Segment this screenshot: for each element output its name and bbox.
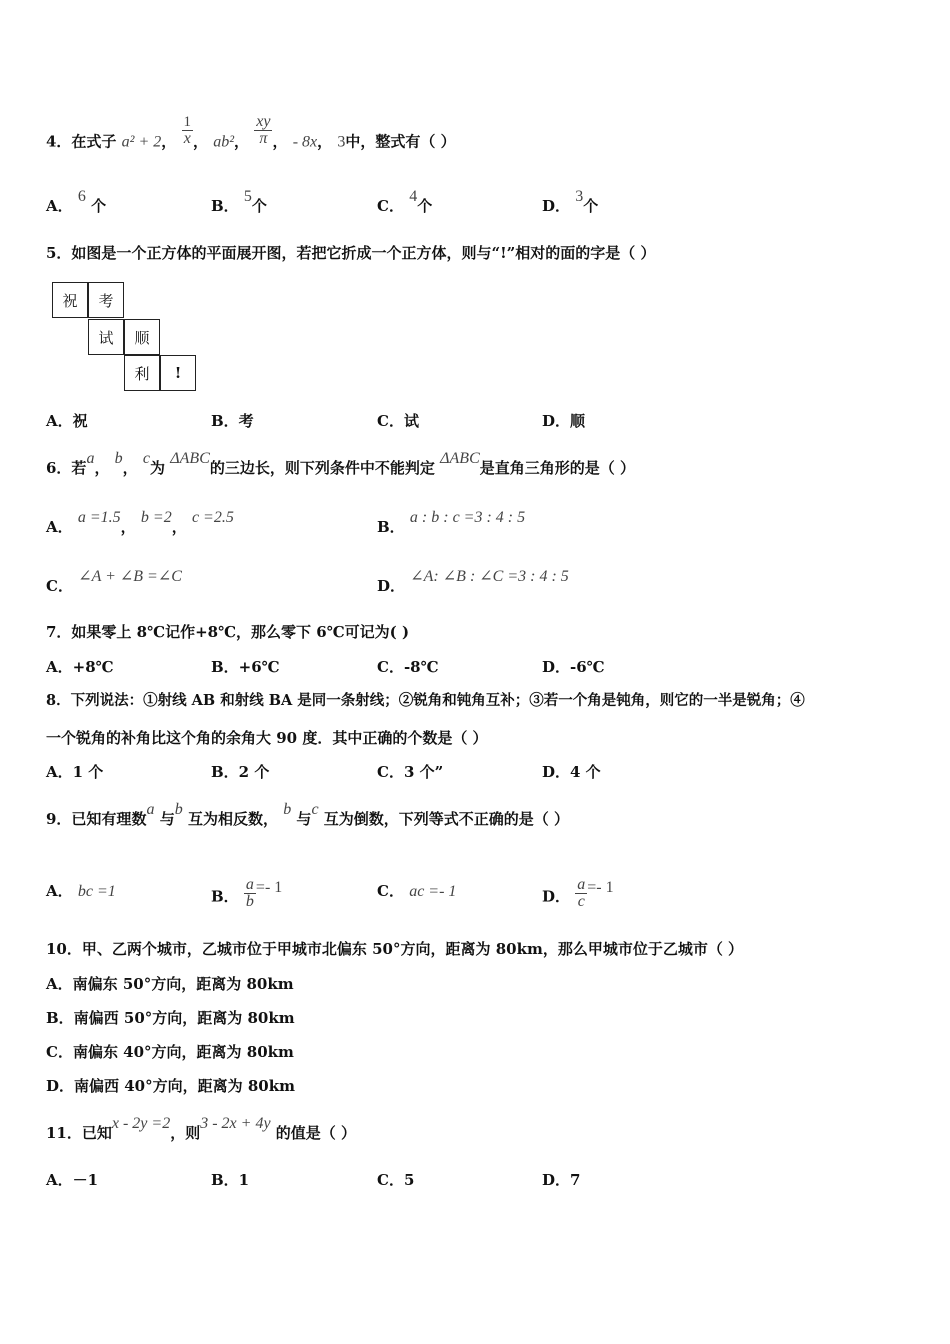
- q10-option-a: A．南偏东 50°方向，距离为 80km: [46, 975, 294, 993]
- q9-option-b: B． $\frac{a}{b}$ =- 1: [211, 876, 283, 910]
- q11-option-c: C．5: [377, 1171, 415, 1189]
- q8-option-d: D．4 个: [542, 763, 601, 781]
- triangle-abc-1: ΔABC: [170, 450, 210, 467]
- cube-net-cell: 利: [124, 355, 160, 391]
- q9-stem: 9．已知有理数a 与b 互为相反数， b 与c 互为倒数，下列等式不正确的是（ ）: [46, 801, 570, 828]
- q11-option-d: D．7: [542, 1171, 581, 1189]
- q4-stem: 4．在式子 a² + 2， $\frac{1}{x}$ ， ab²， $\frac{xy}{\pi}$ ， - 8x， 3中，整式有（ ）: [46, 113, 456, 151]
- q4-fraction-1: $\frac{1}{x}$: [183, 114, 191, 147]
- q9-fraction-b: $\frac{a}{b}$: [245, 876, 254, 910]
- q11-condition: x - 2y =2: [111, 1115, 171, 1132]
- q7-stem: 7．如果零上 8℃记作+8℃，那么零下 6℃可记为( ): [46, 623, 410, 641]
- q4-prefix: 4．在式子: [46, 132, 117, 151]
- q11-option-b: B．1: [211, 1171, 250, 1189]
- q6-option-b: B． a : b : c =3 : 4 : 5: [377, 509, 526, 536]
- q8-stem-line-1: 8．下列说法：①射线 AB 和射线 BA 是同一条射线；②锐角和钝角互补；③若一个角是钝角，则它的一半是锐角；④: [46, 692, 805, 709]
- q8-option-b: B．2 个: [211, 763, 270, 781]
- q9-option-d: D． $\frac{a}{c}$ =- 1: [542, 876, 614, 910]
- q7-option-c: C．-8℃: [377, 658, 439, 676]
- q9-fraction-d: $\frac{a}{c}$: [577, 876, 586, 910]
- q4-suffix: 中，整式有（ ）: [345, 132, 456, 151]
- q4-expr-3: - 8x: [292, 133, 318, 151]
- q7-option-a: A．+8℃: [46, 658, 114, 676]
- q6-option-d: D． ∠A: ∠B : ∠C =3 : 4 : 5: [377, 568, 569, 595]
- q4-expr-2: ab²: [213, 133, 235, 151]
- q7-option-d: D．-6℃: [542, 658, 605, 676]
- cube-net-cell: 试: [88, 319, 124, 355]
- q6-option-c: C． ∠A + ∠B =∠C: [46, 568, 182, 595]
- q7-option-b: B．+6℃: [211, 658, 280, 676]
- q5-option-c: C．试: [377, 412, 419, 430]
- q5-option-a: A．祝: [46, 412, 88, 430]
- q9-option-c: C． ac =- 1: [377, 882, 457, 900]
- q5-option-b: B．考: [211, 412, 254, 430]
- q11-stem: 11．已知x - 2y =2，则3 - 2x + 4y 的值是（ ）: [46, 1115, 357, 1142]
- cube-net-cell: !: [160, 355, 196, 391]
- q4-expr-4: 3: [337, 133, 346, 151]
- cube-net-cell: 祝: [52, 282, 88, 318]
- q4-expr-1: a² + 2: [121, 133, 162, 151]
- q4-option-c: C． 4个: [377, 188, 433, 215]
- q8-option-a: A．1 个: [46, 763, 104, 781]
- triangle-abc-2: ΔABC: [440, 450, 480, 467]
- cube-net-cell: 考: [88, 282, 124, 318]
- q6-stem: 6．若a， b， c为 ΔABC的三边长，则下列条件中不能判定 ΔABC是直角三角形的是（ ）: [46, 450, 635, 477]
- q8-option-c: C．3 个”: [377, 763, 444, 781]
- q9-option-a: A． bc =1: [46, 882, 116, 900]
- q10-option-b: B．南偏西 50°方向，距离为 80km: [46, 1009, 295, 1027]
- q10-stem: 10．甲、乙两个城市，乙城市位于甲城市北偏东 50°方向，距离为 80km，那么甲城市位于乙城市（ ）: [46, 940, 744, 958]
- q11-option-a: A．－1: [46, 1171, 99, 1189]
- q4-option-a: A． 6 个: [46, 188, 107, 215]
- q4-option-d: D． 3个: [542, 188, 599, 215]
- cube-net-cell: 顺: [124, 319, 160, 355]
- q4-option-b: B． 5个: [211, 188, 267, 215]
- q5-option-d: D．顺: [542, 412, 586, 430]
- q6-option-a: A． a =1.5， b =2， c =2.5: [46, 509, 234, 536]
- q10-option-c: C．南偏东 40°方向，距离为 80km: [46, 1043, 294, 1061]
- q8-stem-line-2: 一个锐角的补角比这个角的余角大 90 度．其中正确的个数是（ ）: [46, 729, 488, 747]
- q5-stem: 5．如图是一个正方体的平面展开图，若把它折成一个正方体，则与“!”相对的面的字是（ ）: [46, 244, 656, 262]
- q11-expression: 3 - 2x + 4y: [200, 1115, 271, 1132]
- q4-fraction-2: $\frac{xy}{\pi}$: [256, 113, 271, 147]
- q10-option-d: D．南偏西 40°方向，距离为 80km: [46, 1077, 295, 1095]
